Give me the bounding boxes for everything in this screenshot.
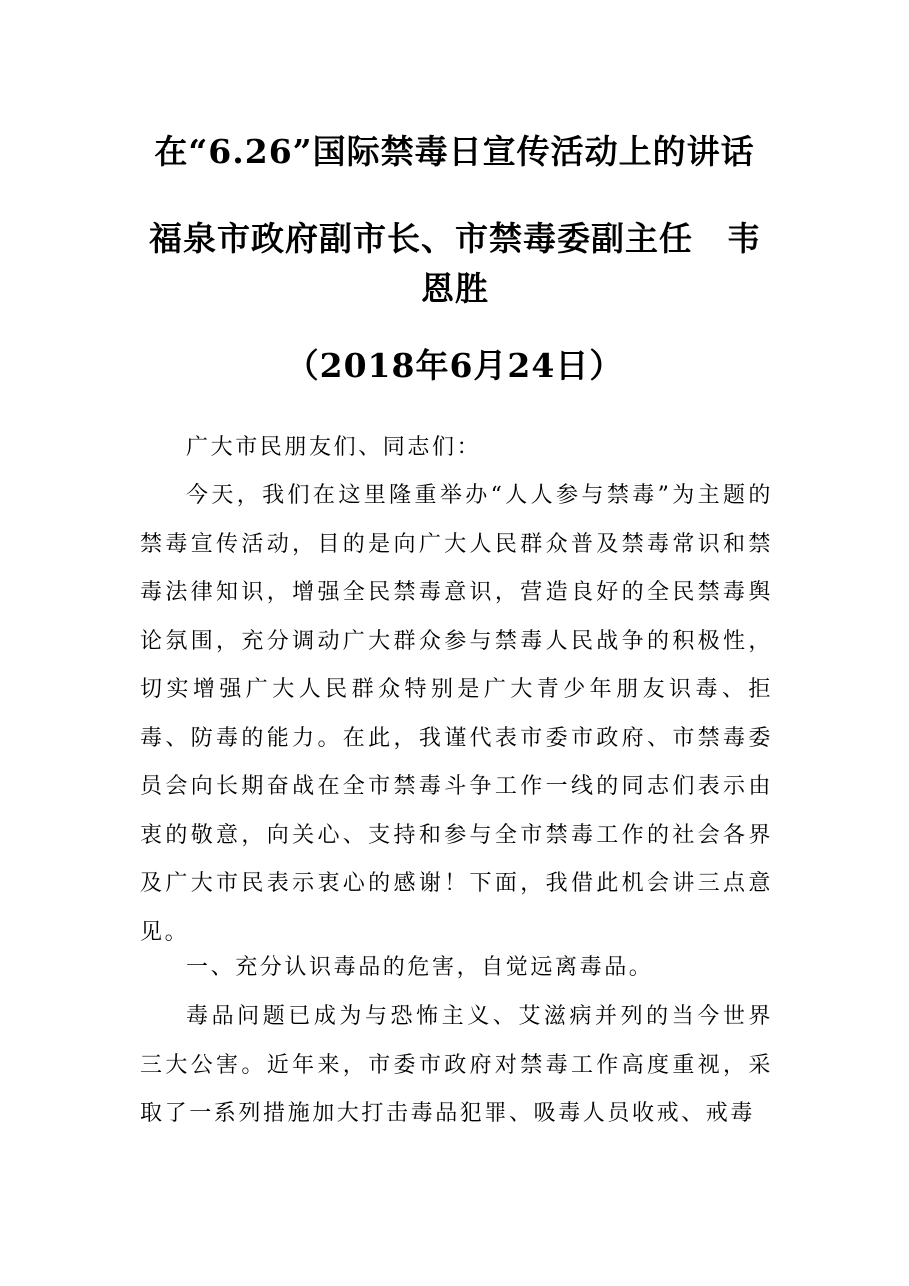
date-line: （2018年6月24日） (285, 346, 624, 385)
section-1-paragraph: 毒品问题已成为与恐怖主义、艾滋病并列的当今世界三大公害。近年来，市委市政府对禁毒工作高度重视，采取了一系列措施加大打击毒品犯罪、吸毒人员收戒、戒毒 (140, 1004, 773, 1126)
speaker-line: 福泉市政府副市长、市禁毒委副主任 韦恩胜 (149, 219, 761, 308)
opening-paragraph: 今天，我们在这里隆重举办“人人参与禁毒”为主题的禁毒宣传活动，目的是向广大人民群众普及禁毒常识和禁毒法律知识，增强全民禁毒意识，营造良好的全民禁毒舆论氛围，充分调动广大群众参与禁毒人民战争的积极性，切实增强广大人民群众特别是广大青少年朋友识毒、拒毒、防毒的能力。在此，我谨代表市委市政府、市禁毒委员会向长期奋战在全市禁毒斗争工作一线的同志们表示由衷的敬意，向关心、支持和参与全市禁毒工作的社会各界及广大市民表示衷心的感谢！下面，我借此机会讲三点意见。 (140, 483, 773, 945)
salutation-paragraph: 广大市民朋友们、同志们： (186, 435, 482, 460)
document-title: 在“6.26”国际禁毒日宣传活动上的讲话 (154, 132, 755, 171)
section-heading-1: 一、充分认识毒品的危害，自觉远离毒品。 (186, 955, 654, 980)
